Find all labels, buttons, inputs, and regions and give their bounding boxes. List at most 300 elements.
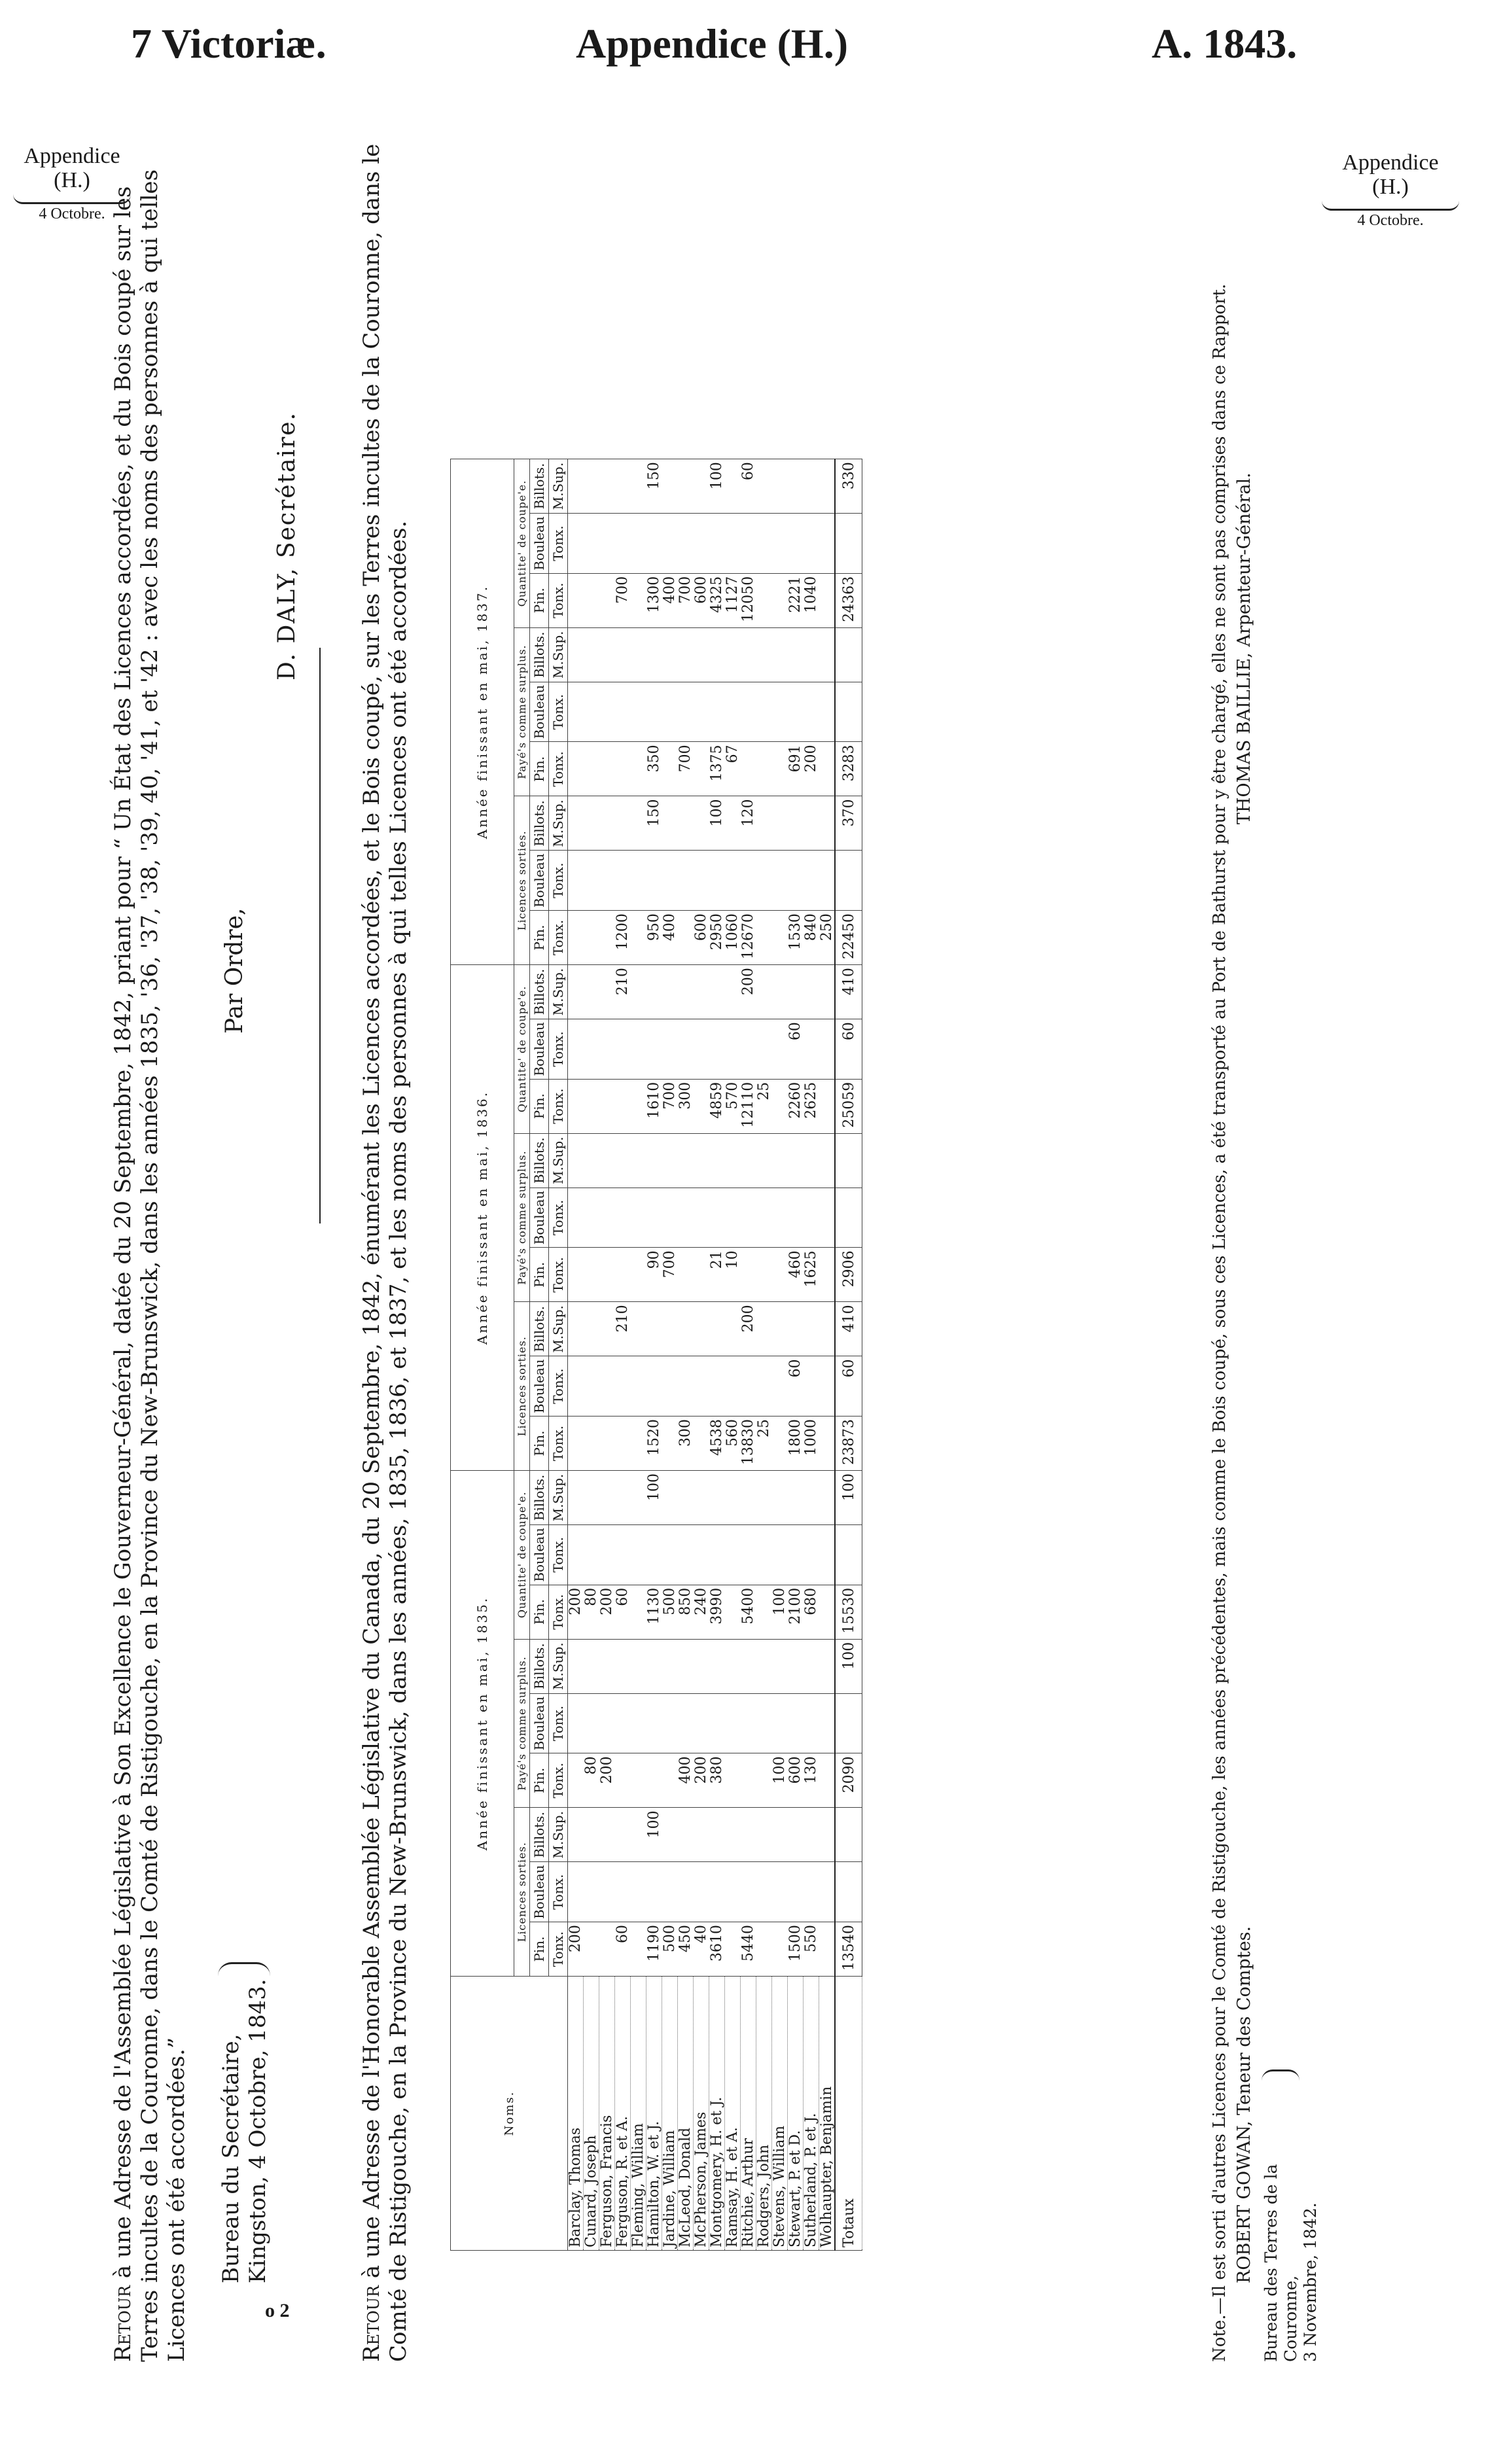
unit-header: M.Sup.: [549, 965, 568, 1019]
group-header: Quantite' de coupe'e.: [514, 459, 530, 628]
table-cell: 60: [741, 459, 756, 514]
table-cell: [631, 682, 646, 742]
table-cell: [756, 1639, 772, 1693]
table-cell: [568, 1302, 584, 1356]
table-cell: [819, 1585, 836, 1639]
table-cell: 40: [694, 1922, 709, 1977]
table-cell: [568, 911, 584, 965]
table-cell: [725, 514, 741, 574]
signature-brace: [218, 1962, 270, 1976]
table-cell: [788, 1525, 804, 1585]
subcolumn-header: Pin.: [530, 1248, 549, 1302]
table-cell: [756, 851, 772, 911]
table-cell: [694, 1248, 709, 1302]
table-cell: 210: [615, 965, 631, 1019]
table-cell: [741, 851, 756, 911]
table-cell: [631, 1525, 646, 1585]
table-cell: 4859: [709, 1079, 725, 1133]
row-name: McLeod, Donald: [678, 1977, 694, 2251]
table-cell: [584, 1248, 599, 1302]
table-cell: 700: [678, 573, 694, 627]
table-cell: 460: [788, 1248, 804, 1302]
table-cell: [804, 1133, 819, 1188]
table-row: [819, 459, 836, 2251]
table-cell: [788, 1188, 804, 1248]
table-cell: [725, 1753, 741, 1808]
table-cell: [568, 1639, 584, 1693]
table-cell: [599, 1079, 615, 1133]
totals-cell: 410: [835, 965, 862, 1019]
row-name: Hamilton, W. et J.: [646, 1977, 662, 2251]
table-cell: 210: [615, 1302, 631, 1356]
table-cell: 400: [678, 1753, 694, 1808]
table-cell: [646, 1356, 662, 1417]
table-cell: [694, 1639, 709, 1693]
table-cell: 67: [725, 742, 741, 796]
table-cell: [788, 1302, 804, 1356]
row-name: Ritchie, Arthur: [741, 1977, 756, 2251]
table-cell: [756, 1248, 772, 1302]
table-cell: 691: [788, 742, 804, 796]
table-cell: [615, 1133, 631, 1188]
table-cell: [615, 1753, 631, 1808]
table-cell: 2260: [788, 1079, 804, 1133]
table-cell: 500: [662, 1585, 678, 1639]
table-cell: [584, 682, 599, 742]
table-row: [678, 459, 694, 2251]
table-cell: [678, 627, 694, 682]
table-cell: [568, 1133, 584, 1188]
table-cell: [615, 1693, 631, 1753]
table-cell: [662, 965, 678, 1019]
table-cell: [662, 1471, 678, 1525]
table-cell: 10: [725, 1248, 741, 1302]
table-row: [788, 459, 804, 2251]
table-cell: 1300: [646, 573, 662, 627]
table-cell: [646, 1693, 662, 1753]
subcolumn-header: Pin.: [530, 1417, 549, 1471]
table-cell: [631, 965, 646, 1019]
subcolumn-header: Billots.: [530, 965, 549, 1019]
totals-cell: [835, 1133, 862, 1188]
unit-header: Tonx.: [549, 1525, 568, 1585]
table-cell: [662, 851, 678, 911]
table-cell: [725, 1019, 741, 1080]
table-cell: [599, 1471, 615, 1525]
table-cell: 90: [646, 1248, 662, 1302]
table-cell: [599, 851, 615, 911]
table-cell: [568, 1417, 584, 1471]
table-cell: [615, 1079, 631, 1133]
table-cell: [741, 627, 756, 682]
totals-cell: 2906: [835, 1248, 862, 1302]
table-cell: [756, 514, 772, 574]
unit-header: Tonx.: [549, 911, 568, 965]
subcolumn-header: Bouleau: [530, 1693, 549, 1753]
table-cell: [725, 1302, 741, 1356]
unit-header: Tonx.: [549, 1922, 568, 1977]
subcolumn-header: Pin.: [530, 1079, 549, 1133]
table-cell: [584, 1471, 599, 1525]
table-cell: [741, 1471, 756, 1525]
unit-header: Tonx.: [549, 1248, 568, 1302]
table-cell: [631, 459, 646, 514]
table-cell: [756, 1693, 772, 1753]
table-cell: 2950: [709, 911, 725, 965]
totals-cell: 60: [835, 1019, 862, 1080]
unit-header: M.Sup.: [549, 459, 568, 514]
table-cell: [772, 1417, 788, 1471]
table-cell: [772, 1356, 788, 1417]
table-cell: [709, 1862, 725, 1922]
table-cell: [678, 1302, 694, 1356]
table-cell: [788, 1693, 804, 1753]
table-cell: [804, 1356, 819, 1417]
group-header: Licences sorties.: [514, 1808, 530, 1977]
table-row: [772, 459, 788, 2251]
table-cell: [741, 1862, 756, 1922]
bureau2-line1: Bureau des Terres de la Couronne,: [1262, 2164, 1300, 2362]
table-cell: 200: [568, 1922, 584, 1977]
table-cell: 840: [804, 911, 819, 965]
table-cell: [568, 1753, 584, 1808]
table-cell: [694, 796, 709, 851]
para2-lead: Retour: [359, 2285, 385, 2362]
bureau2-line2: 3 Novembre, 1842.: [1301, 2202, 1320, 2362]
table-cell: [772, 796, 788, 851]
row-name: Wolhaupter, Benjamin: [819, 1977, 836, 2251]
table-cell: [599, 1862, 615, 1922]
table-cell: [804, 627, 819, 682]
table-cell: [662, 1133, 678, 1188]
table-cell: [662, 1808, 678, 1862]
table-cell: [741, 1356, 756, 1417]
table-cell: [709, 682, 725, 742]
table-cell: [615, 1417, 631, 1471]
table-cell: [804, 1693, 819, 1753]
table-cell: [772, 1133, 788, 1188]
totals-cell: 410: [835, 1302, 862, 1356]
table-cell: [804, 851, 819, 911]
table-cell: [804, 682, 819, 742]
table-cell: [819, 742, 836, 796]
table-cell: [788, 1808, 804, 1862]
table-cell: [568, 1356, 584, 1417]
table-cell: [694, 682, 709, 742]
table-cell: [568, 682, 584, 742]
table-cell: [615, 1639, 631, 1693]
table-cell: [756, 1302, 772, 1356]
table-cell: [709, 851, 725, 911]
table-cell: [568, 851, 584, 911]
table-cell: [709, 1188, 725, 1248]
table-cell: [709, 1133, 725, 1188]
table-cell: [741, 682, 756, 742]
table-cell: 200: [741, 965, 756, 1019]
table-cell: [772, 459, 788, 514]
table-cell: [725, 1133, 741, 1188]
table-cell: [694, 965, 709, 1019]
table-cell: 4538: [709, 1417, 725, 1471]
table-cell: [568, 1808, 584, 1862]
unit-header: Tonx.: [549, 573, 568, 627]
table-cell: [599, 1248, 615, 1302]
totals-cell: 23873: [835, 1417, 862, 1471]
table-cell: 300: [678, 1417, 694, 1471]
table-cell: [756, 1019, 772, 1080]
subcolumn-header: Pin.: [530, 1922, 549, 1977]
totals-cell: 370: [835, 796, 862, 851]
table-cell: [804, 1808, 819, 1862]
table-cell: 5400: [741, 1585, 756, 1639]
table-cell: 700: [662, 1248, 678, 1302]
table-cell: [599, 1808, 615, 1862]
subcolumn-header: Billots.: [530, 1471, 549, 1525]
totals-cell: [835, 1525, 862, 1585]
table-cell: [584, 742, 599, 796]
table-cell: [615, 1019, 631, 1080]
table-cell: [694, 1525, 709, 1585]
group-header: Quantite' de coupe'e.: [514, 1471, 530, 1640]
table-cell: [772, 627, 788, 682]
table-cell: [756, 1862, 772, 1922]
table-cell: [804, 965, 819, 1019]
table-cell: [756, 1753, 772, 1808]
table-cell: [819, 796, 836, 851]
table-cell: 200: [694, 1753, 709, 1808]
table-cell: [631, 1753, 646, 1808]
table-cell: [568, 1862, 584, 1922]
table-cell: 60: [788, 1356, 804, 1417]
table-cell: [599, 1922, 615, 1977]
table-cell: [678, 1248, 694, 1302]
table-cell: 1625: [804, 1248, 819, 1302]
table-cell: 700: [615, 573, 631, 627]
table-cell: [804, 796, 819, 851]
table-cell: [756, 1525, 772, 1585]
table-cell: [694, 1019, 709, 1080]
table-cell: [741, 1753, 756, 1808]
table-cell: [741, 1639, 756, 1693]
table-cell: [584, 1808, 599, 1862]
table-cell: [756, 573, 772, 627]
unit-header: Tonx.: [549, 1862, 568, 1922]
table-cell: 380: [709, 1753, 725, 1808]
table-row: [694, 459, 709, 2251]
table-cell: [709, 514, 725, 574]
table-cell: [678, 459, 694, 514]
table-cell: [819, 1639, 836, 1693]
table-cell: [725, 851, 741, 911]
table-cell: [615, 1356, 631, 1417]
table-cell: [694, 1417, 709, 1471]
table-cell: [662, 1862, 678, 1922]
table-cell: [788, 1133, 804, 1188]
table-cell: [584, 1079, 599, 1133]
table-cell: [678, 851, 694, 911]
table-cell: [646, 1188, 662, 1248]
table-cell: [788, 1471, 804, 1525]
table-cell: [615, 627, 631, 682]
table-cell: [599, 514, 615, 574]
table-cell: 1040: [804, 573, 819, 627]
table-cell: 100: [709, 796, 725, 851]
table-cell: [788, 514, 804, 574]
year-header-1835: Année finissant en mai, 1835.: [451, 1471, 514, 1977]
table-cell: [631, 1079, 646, 1133]
totals-cell: 13540: [835, 1922, 862, 1977]
table-cell: [678, 1471, 694, 1525]
table-cell: [631, 1133, 646, 1188]
table-cell: [694, 459, 709, 514]
table-cell: 60: [615, 1585, 631, 1639]
subcolumn-header: Bouleau: [530, 1019, 549, 1080]
table-cell: [568, 1079, 584, 1133]
table-cell: [599, 796, 615, 851]
table-cell: 12110: [741, 1079, 756, 1133]
table-cell: [819, 1808, 836, 1862]
table-cell: [568, 1693, 584, 1753]
table-cell: [584, 851, 599, 911]
table-cell: [584, 965, 599, 1019]
row-name: Montgomery, H. et J.: [709, 1977, 725, 2251]
table-cell: 100: [772, 1585, 788, 1639]
table-cell: [709, 1693, 725, 1753]
group-header: Payé's comme surplus.: [514, 627, 530, 796]
table-cell: [709, 1471, 725, 1525]
table-cell: [772, 1862, 788, 1922]
table-cell: [709, 965, 725, 1019]
table-cell: 12670: [741, 911, 756, 965]
table-cell: 100: [646, 1808, 662, 1862]
table-body: [568, 459, 862, 2251]
para1-text: à une Adresse de l'Assemblée Législative à Son Excellence le Gouverneur-Général, datée du 20 Septembre, 1842, priant pour “ Un État des Licences accordées, et du Bois coupé sur les Terres incultes de la Couronne, dans le Comté de Ristigouche, en la Province du New-Brunswick, dans les années 1835, '36, '37, '38, '39, 40, '41, et '42 : avec les noms des personnes à qui telles Licences ont été accordées.”: [110, 169, 190, 2362]
table-cell: [631, 514, 646, 574]
table-cell: [804, 459, 819, 514]
par-ordre: Par Ordre,: [221, 907, 248, 1034]
subcolumn-header: Billots.: [530, 627, 549, 682]
row-name: Ferguson, R. et A.: [615, 1977, 631, 2251]
table-cell: [615, 1188, 631, 1248]
table-cell: [741, 514, 756, 574]
totals-cell: [835, 1693, 862, 1753]
totals-cell: 22450: [835, 911, 862, 965]
subcolumn-header: Bouleau: [530, 851, 549, 911]
table-cell: [725, 1922, 741, 1977]
table-cell: [599, 682, 615, 742]
table-cell: [584, 573, 599, 627]
table-cell: [662, 796, 678, 851]
table-cell: [584, 911, 599, 965]
subcolumn-header: Pin.: [530, 911, 549, 965]
table-cell: 250: [819, 911, 836, 965]
table-cell: [615, 1862, 631, 1922]
table-cell: [756, 459, 772, 514]
table-cell: [819, 459, 836, 514]
unit-header: M.Sup.: [549, 796, 568, 851]
table-cell: [819, 1248, 836, 1302]
table-cell: [694, 1356, 709, 1417]
table-cell: 1200: [615, 911, 631, 965]
totals-cell: 3283: [835, 742, 862, 796]
subcolumn-header: Bouleau: [530, 514, 549, 574]
rotated-content: [110, 111, 1334, 2362]
totals-label: Totaux: [835, 1977, 862, 2251]
table-cell: 25: [756, 1417, 772, 1471]
table-cell: [678, 1639, 694, 1693]
table-cell: [678, 682, 694, 742]
table-cell: [662, 1525, 678, 1585]
table-cell: [694, 514, 709, 574]
table-cell: [725, 796, 741, 851]
totals-cell: 15530: [835, 1585, 862, 1639]
table-cell: [694, 1302, 709, 1356]
year-header-1836: Année finissant en mai, 1836.: [451, 965, 514, 1471]
table-cell: [584, 1302, 599, 1356]
table-cell: [756, 1808, 772, 1862]
table-cell: [646, 1753, 662, 1808]
table-cell: 2221: [788, 573, 804, 627]
table-cell: [772, 573, 788, 627]
table-cell: [756, 1188, 772, 1248]
table-cell: 120: [741, 796, 756, 851]
table-cell: 200: [741, 1302, 756, 1356]
table-cell: [788, 459, 804, 514]
table-cell: [599, 1639, 615, 1693]
totals-cell: [835, 1808, 862, 1862]
table-cell: [772, 851, 788, 911]
subcolumn-header: Billots.: [530, 459, 549, 514]
table-cell: [662, 1188, 678, 1248]
table-cell: [788, 851, 804, 911]
margin-right-line2: (H.): [1372, 175, 1409, 200]
table-cell: [646, 851, 662, 911]
table-cell: [584, 796, 599, 851]
table-cell: [662, 682, 678, 742]
subcolumn-header: Pin.: [530, 573, 549, 627]
unit-header: M.Sup.: [549, 1302, 568, 1356]
table-cell: [631, 627, 646, 682]
table-cell: 1000: [804, 1417, 819, 1471]
return-paragraph-2: [359, 124, 412, 2362]
unit-header: Tonx.: [549, 1417, 568, 1471]
table-cell: 600: [694, 573, 709, 627]
table-cell: 2625: [804, 1079, 819, 1133]
totals-cell: [835, 514, 862, 574]
subcolumn-header: Bouleau: [530, 682, 549, 742]
table-cell: [568, 1525, 584, 1585]
unit-header: Tonx.: [549, 1188, 568, 1248]
unit-header: Tonx.: [549, 851, 568, 911]
table-cell: [756, 796, 772, 851]
table-cell: 200: [804, 742, 819, 796]
subcolumn-header: Billots.: [530, 796, 549, 851]
table-row: [741, 459, 756, 2251]
signatory-gowan: ROBERT GOWAN, Teneur des Comptes.: [1234, 1926, 1254, 2283]
unit-header: M.Sup.: [549, 1808, 568, 1862]
table-cell: [646, 682, 662, 742]
table-cell: 3610: [709, 1922, 725, 1977]
table-cell: [615, 796, 631, 851]
table-cell: 700: [662, 1079, 678, 1133]
table-cell: 1130: [646, 1585, 662, 1639]
table-cell: 4325: [709, 573, 725, 627]
table-cell: [772, 1248, 788, 1302]
crown-lands-office: [1262, 2087, 1320, 2362]
return-paragraph-1: [110, 124, 190, 2362]
table-cell: [631, 1471, 646, 1525]
table-cell: [756, 1585, 772, 1639]
